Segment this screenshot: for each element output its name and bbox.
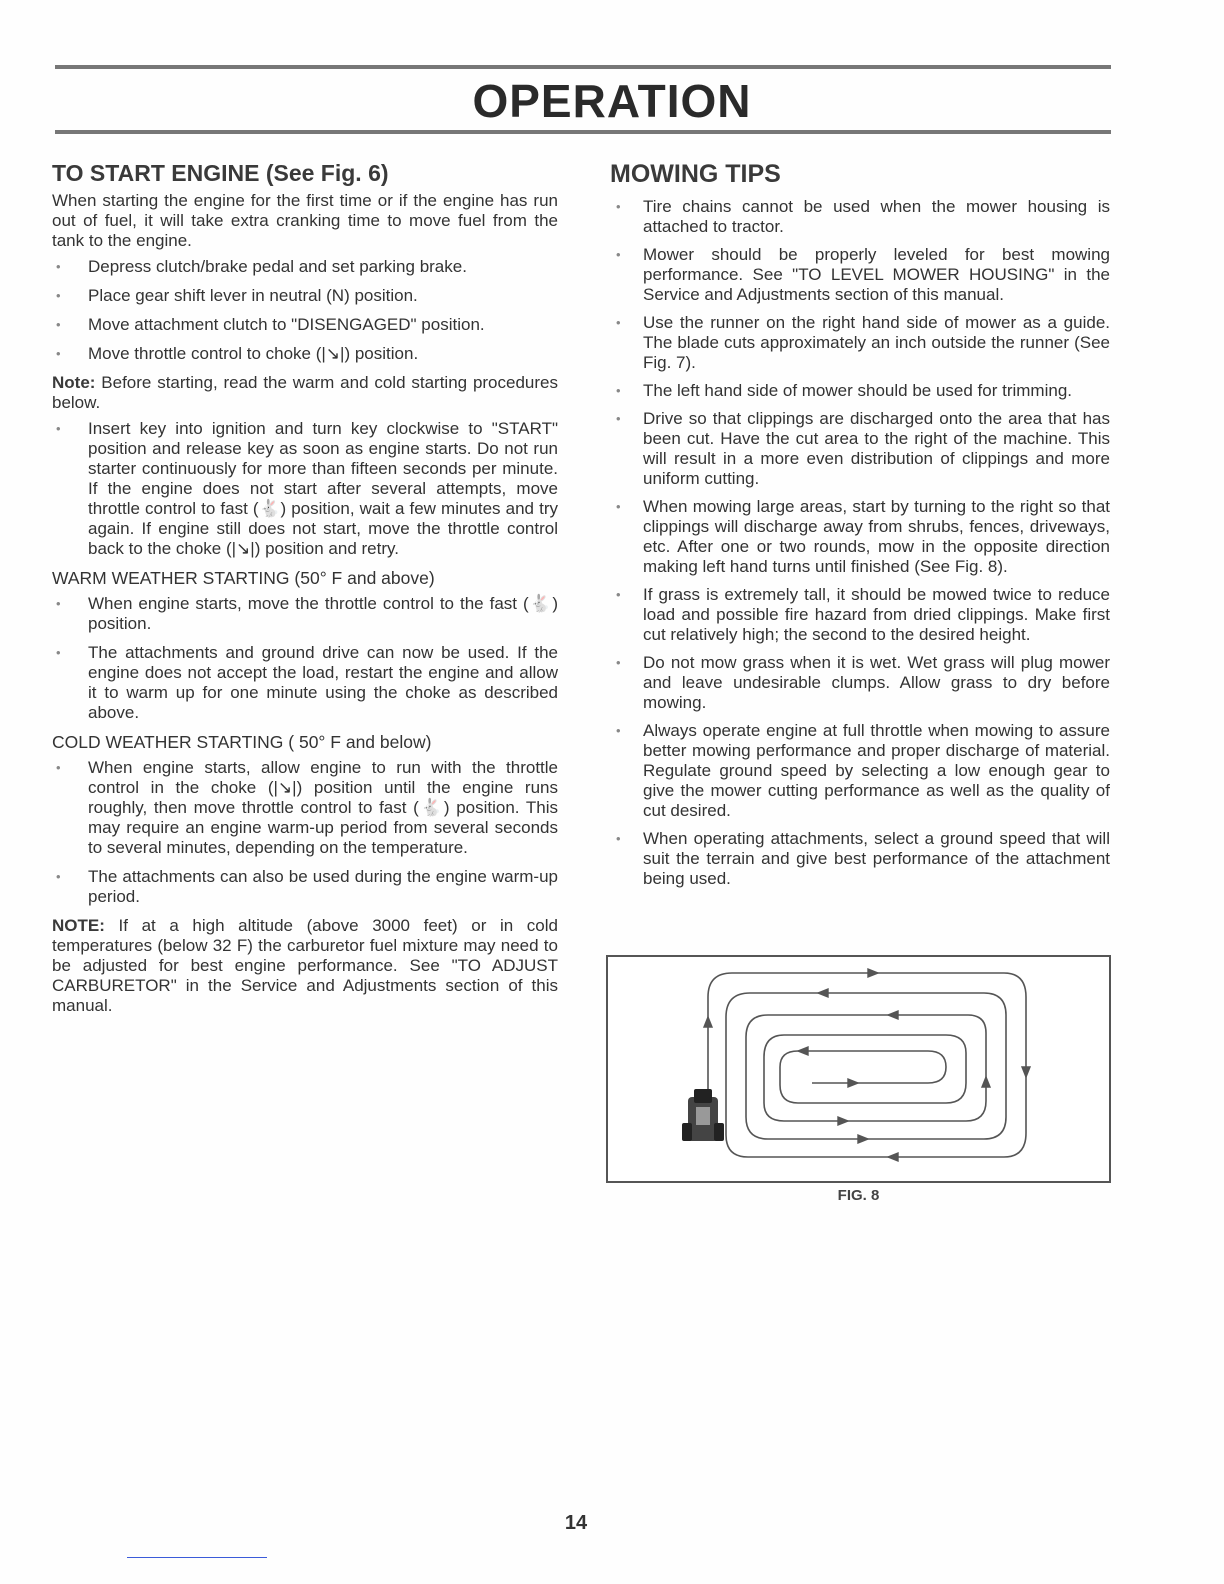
top-rule <box>55 65 1111 69</box>
arrow-left-bottom-icon <box>888 1153 898 1161</box>
cold-weather-heading: COLD WEATHER STARTING ( 50° F and below) <box>52 732 432 752</box>
arrow-left-mid-icon <box>888 1011 898 1019</box>
start-key-list <box>52 419 558 559</box>
figure-caption: FIG. 8 <box>837 1187 880 1204</box>
list-item: • The left hand side of mower should be used for trimming. <box>612 381 1110 401</box>
path-loop-outer <box>708 973 1026 1157</box>
list-item: • Depress clutch/brake pedal and set parking brake. <box>52 257 558 277</box>
mowing-tips-list <box>612 197 1110 889</box>
list-item: • Always operate engine at full throttle when mowing to assure better mowing performance and proper discharge of material. Regulate ground speed by selecting a low enough gear to give the mower cutting performance as well as the quality of cut desired. <box>612 721 1110 821</box>
arrow-right-top-icon <box>868 969 878 977</box>
title-bottom-rule <box>55 130 1111 134</box>
arrow-down-right-icon <box>1022 1067 1030 1077</box>
list-item: • When engine starts, allow engine to run with the throttle control in the choke (|↘|) position until the engine runs roughly, then move throttle control to fast (🐇) position. This may require an engine warm-up period from several seconds to several minutes, depending on the temperature. <box>52 758 558 858</box>
arrow-up-left-icon <box>704 1017 712 1027</box>
tractor-icon <box>682 1089 724 1141</box>
list-item: • When engine starts, move the throttle control to the fast (🐇) position. <box>52 594 558 634</box>
list-item: • Mower should be properly leveled for best mowing performance. See "TO LEVEL MOWER HOUSING" in the Service and Adjustments section of this manual. <box>612 245 1110 305</box>
note-text: Before starting, read the warm and cold starting procedures below. <box>52 373 558 412</box>
mowing-pattern-figure <box>606 955 1111 1183</box>
note-paragraph <box>52 373 558 413</box>
left-column <box>52 160 558 1022</box>
right-column <box>612 160 1110 897</box>
final-note-paragraph <box>52 916 558 1016</box>
page-number: 14 <box>564 1512 588 1534</box>
start-engine-intro: When starting the engine for the first time or if the engine has run out of fuel, it will take extra cranking time to move fuel from the tank to the engine. <box>52 191 558 250</box>
final-note-label: NOTE: <box>52 916 105 935</box>
final-note-text: If at a high altitude (above 3000 feet) or in cold temperatures (below 32 F) the carburetor fuel mixture may need to be adjusted for best engine performance. See "TO ADJUST CARBURETOR" in the Service and Adjustments section of this manual. <box>52 916 558 1015</box>
note-label: Note: <box>52 373 96 392</box>
list-item: • When mowing large areas, start by turning to the right so that clippings will discharge away from shrubs, fences, driveways, etc. After one or two rounds, mow in the opposite direction making left hand turns until finished (See Fig. 8). <box>612 497 1110 577</box>
list-item: • Do not mow grass when it is wet. Wet grass will plug mower and leave undesirable clumps. Allow grass to dry before mowing. <box>612 653 1110 713</box>
arrow-right-inner-icon <box>858 1135 868 1143</box>
arrow-right-mid-icon <box>838 1117 848 1125</box>
list-item: • Use the runner on the right hand side of mower as a guide. The blade cuts approximately an inch outside the runner (See Fig. 7). <box>612 313 1110 373</box>
list-item: • Tire chains cannot be used when the mower housing is attached to tractor. <box>612 197 1110 237</box>
start-steps-list <box>52 257 558 364</box>
list-item: • Insert key into ignition and turn key clockwise to "START" position and release key as soon as engine starts. Do not run starter continuously for more than fifteen seconds per minute. If the engine does not start after several attempts, move throttle control to fast (🐇) position, wait a few minutes and try again. If engine still does not start, move the throttle control back to the choke (|↘|) position and retry. <box>52 419 558 559</box>
list-item: • If grass is extremely tall, it should be mowed twice to reduce load and possible fire hazard from dried clippings. Make first cut relatively high; the second to the desired height. <box>612 585 1110 645</box>
mowing-tips-heading: MOWING TIPS <box>610 160 781 188</box>
mowing-pattern-diagram <box>608 957 1109 1181</box>
warm-weather-heading: WARM WEATHER STARTING (50° F and above) <box>52 568 435 588</box>
list-item: • Drive so that clippings are discharged onto the area that has been cut. Have the cut area to the right of the machine. This will result in a more even distribution of clippings and more uniform cutting. <box>612 409 1110 489</box>
arrow-up-mid-icon <box>982 1077 990 1087</box>
list-item: • The attachments and ground drive can now be used. If the engine does not accept the load, restart the engine and allow it to warm up for one minute using the choke as described above. <box>52 643 558 723</box>
cold-weather-list <box>52 758 558 907</box>
warm-weather-list <box>52 594 558 723</box>
start-engine-heading: TO START ENGINE (See Fig. 6) <box>52 160 389 186</box>
arrow-left-inner-icon <box>818 989 828 997</box>
list-item: • When operating attachments, select a ground speed that will suit the terrain and give best performance of the attachment being used. <box>612 829 1110 889</box>
list-item: • Move throttle control to choke (|↘|) position. <box>52 344 558 364</box>
list-item: • The attachments can also be used during the engine warm-up period. <box>52 867 558 907</box>
list-item: • Place gear shift lever in neutral (N) position. <box>52 286 558 306</box>
arrow-right-core-icon <box>848 1079 858 1087</box>
bottom-link-line <box>127 1557 267 1558</box>
arrow-left-core-icon <box>798 1047 808 1055</box>
list-item: • Move attachment clutch to "DISENGAGED" position. <box>52 315 558 335</box>
page-title: OPERATION <box>472 75 752 127</box>
